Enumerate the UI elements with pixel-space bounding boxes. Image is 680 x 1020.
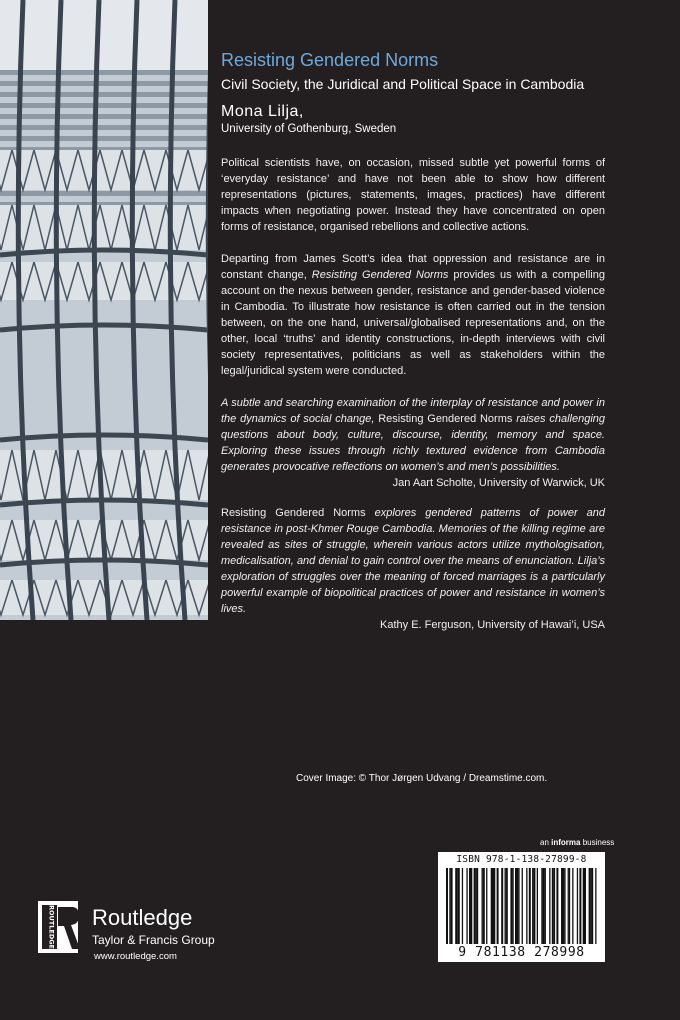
reviewer-attribution: Jan Aart Scholte, University of Warwick, UK — [392, 477, 605, 489]
routledge-logo-icon — [36, 899, 86, 955]
review-text: explores gendered patterns of power and resistance in post-Khmer Rouge Cambodia. Memories of the killing regime are revealed as sites of struggle, wherein various actors utilize mythologisation, medicalisation, and denial to gain control over the means of enunciation. Lilja’s exploration of struggles over the meaning of forced marriages is a particularly powerful example of biopolitical practices of power and resistance in women’s lives. — [221, 507, 605, 615]
publisher-url: www.routledge.com — [94, 951, 177, 962]
informa-business-label: an informa business — [540, 838, 615, 847]
book-title: Resisting Gendered Norms — [221, 50, 439, 70]
cover-image-credit: Cover Image: © Thor Jørgen Udvang / Dreamstime.com. — [296, 773, 548, 784]
reviewer-attribution: Kathy E. Ferguson, University of Hawai’i, USA — [380, 619, 605, 631]
book-title-inline: Resisting Gendered Norms — [221, 507, 366, 519]
blurb-text: provides us with a compelling account on the nexus between gender, resistance and gender-based violence in Cambodia. To illustrate how resistance is often carried out in the tension between, on the one hand, universal/globalised representations and, on the other, local ‘truths’ and identity constructions, in-depth interviews with civil society representatives, politicians as well as stakeholders within the legal/juridical system were conducted. — [221, 269, 605, 377]
book-subtitle: Civil Society, the Juridical and Political Space in Cambodia — [221, 76, 585, 92]
book-title-inline: Resisting Gendered Norms — [311, 269, 449, 281]
blurb-text: Departing from James Scott’s idea that oppression and resistance are in constant change, — [221, 253, 605, 281]
svg-text:ROUTLEDGE: ROUTLEDGE — [47, 905, 56, 949]
book-title-inline: Resisting Gendered Norms — [378, 413, 513, 425]
barcode-icon — [446, 868, 597, 944]
review-1 — [221, 395, 605, 491]
publisher-name: Routledge — [92, 905, 193, 930]
isbn-barcode — [438, 852, 605, 962]
cover-photo — [0, 0, 208, 620]
blurb-paragraph-1: Political scientists have, on occasion, missed subtle yet powerful forms of ‘everyday resistance’ and have not been able to show how different representations (pictures, statements, images, practices) have different impacts when negotiating power. Instead they have concentrated on open forms of resistance, organised rebellions and collective actions. — [221, 157, 605, 233]
author-affiliation: University of Gothenburg, Sweden — [221, 123, 397, 135]
review-2 — [221, 505, 605, 633]
review-text: raises challenging questions about body, culture, discourse, identity, memory and space. Exploring these issues through richly textured evidence from Cambodia generates provocative reflections on women’s and men’s possibilities. — [221, 413, 605, 473]
author-name: Mona Lilja, — [221, 103, 304, 120]
isbn-label: ISBN 978-1-138-27899-8 — [456, 854, 587, 865]
blurb-paragraph-2 — [221, 251, 605, 379]
review-text: A subtle and searching examination of the interplay of resistance and power in the dynamics of social change, — [221, 397, 605, 425]
publisher-group: Taylor & Francis Group — [92, 933, 215, 947]
barcode-digits: 9 781138 278998 — [458, 945, 585, 960]
